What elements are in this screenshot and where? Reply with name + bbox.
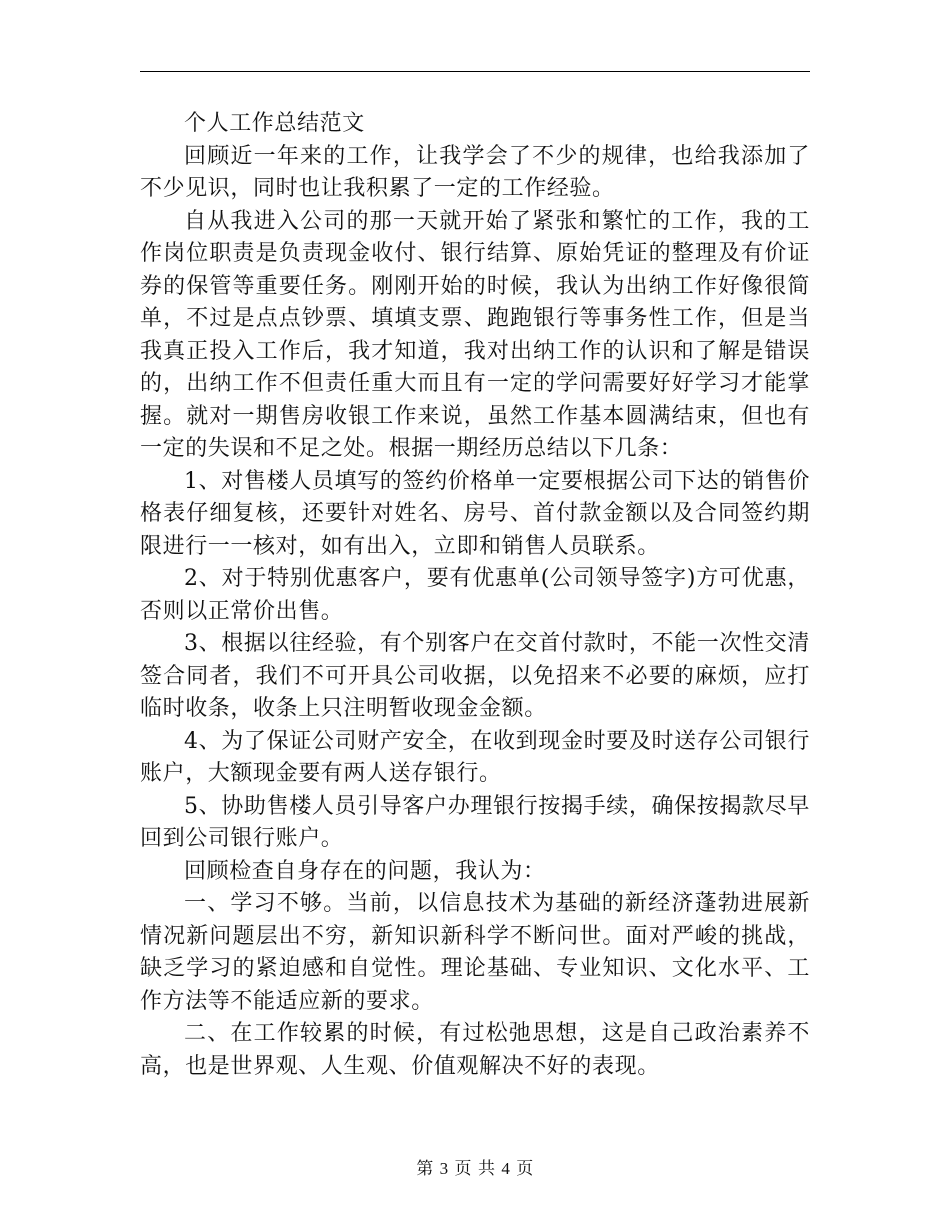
paragraph: 5、协助售楼人员引导客户办理银行按揭手续，确保按揭款尽早回到公司银行账户。 (140, 793, 810, 851)
page-footer (0, 1154, 950, 1179)
header-rule (140, 71, 810, 72)
paragraph: 4、为了保证公司财产安全，在收到现金时要及时送存公司银行账户，大额现金要有两人送存银行。 (140, 728, 810, 786)
paragraph: 自从我进入公司的那一天就开始了紧张和繁忙的工作，我的工作岗位职责是负责现金收付、银行结算、原始凭证的整理及有价证券的保管等重要任务。刚刚开始的时候，我认为出纳工作好像很简单，不过是点点钞票、填填支票、跑跑银行等事务性工作，但是当我真正投入工作后，我才知道，我对出纳工作的认识和了解是错误的，出纳工作不但责任重大而且有一定的学问需要好好学习才能掌握。就对一期售房收银工作来说，虽然工作基本圆满结束，但也有一定的失误和不足之处。根据一期经历总结以下几条： (140, 208, 810, 461)
paragraph: 3、根据以往经验，有个别客户在交首付款时，不能一次性交清签合同者，我们不可开具公司收据，以免招来不必要的麻烦，应打临时收条，收条上只注明暂收现金金额。 (140, 631, 810, 721)
footer-prefix: 第 (416, 1159, 434, 1179)
document-title: 个人工作总结范文 (184, 111, 365, 136)
footer-total-pages: 4 (501, 1159, 511, 1178)
paragraph: 回顾近一年来的工作，让我学会了不少的规律，也给我添加了不少见识，同时也让我积累了一定的工作经验。 (140, 143, 810, 201)
paragraph: 1、对售楼人员填写的签约价格单一定要根据公司下达的销售价格表仔细复核，还要针对姓名、房号、首付款金额以及合同签约期限进行一一核对，如有出入，立即和销售人员联系。 (140, 468, 810, 559)
footer-page-number: 3 (439, 1159, 449, 1178)
footer-mid: 页 共 (454, 1159, 496, 1179)
document-body (140, 108, 810, 1083)
paragraph: 回顾检查自身存在的问题，我认为： (184, 858, 546, 884)
paragraph: 二、在工作较累的时候，有过松弛思想，这是自己政治素养不高，也是世界观、人生观、价值观解决不好的表现。 (140, 1021, 810, 1079)
paragraph: 一、学习不够。当前，以信息技术为基础的新经济蓬勃进展新情况新问题层出不穷，新知识新科学不断问世。面对严峻的挑战，缺乏学习的紧迫感和自觉性。理论基础、专业知识、文化水平、工作方法等不能适应新的要求。 (140, 891, 810, 1014)
paragraph: 2、对于特别优惠客户，要有优惠单(公司领导签字)方可优惠，否则以正常价出售。 (140, 566, 810, 624)
footer-suffix: 页 (516, 1159, 534, 1179)
